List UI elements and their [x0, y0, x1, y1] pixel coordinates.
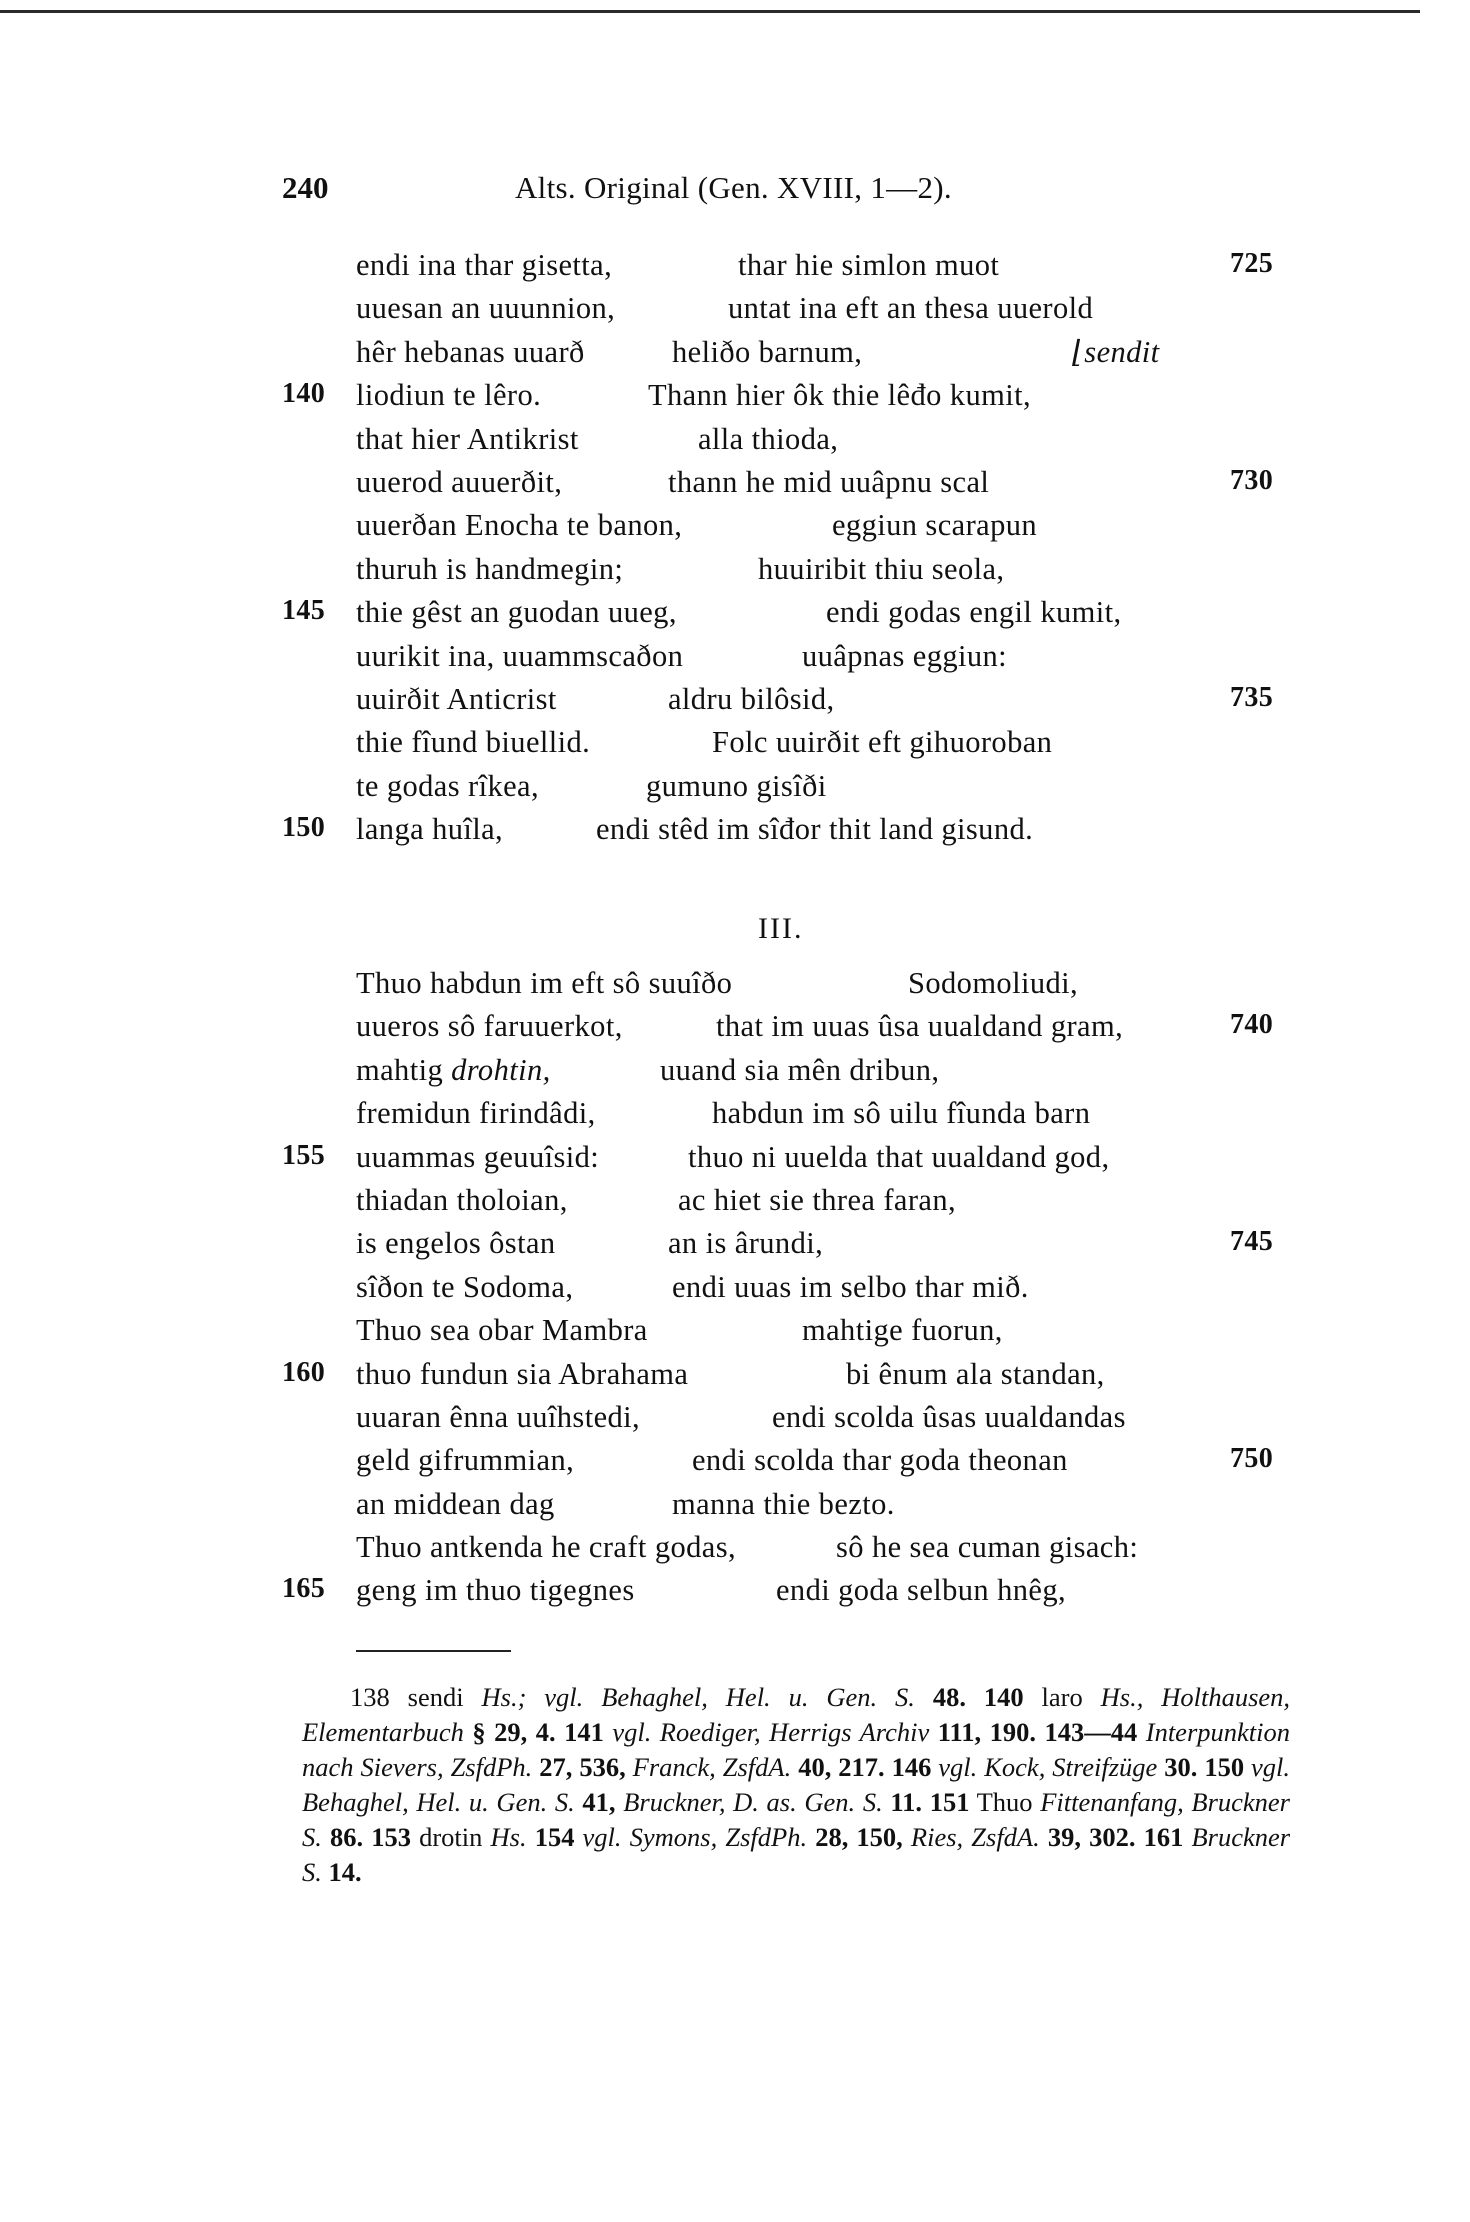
verse-line	[0, 465, 1470, 508]
footnote-number: 154	[534, 1822, 575, 1852]
verse-second-half: heliðo barnum,	[672, 334, 863, 369]
verse-second-half: thar hie simlon muot	[738, 248, 1000, 282]
verse-first-half: Thuo habdun im eft sô suuîðo	[356, 966, 733, 1000]
verse-line	[0, 725, 1470, 768]
verse-second-half: eggiun scarapun	[832, 508, 1038, 543]
verse-first-half: uuaran ênna uuîhstedi,	[356, 1399, 641, 1434]
verse-line	[0, 595, 1470, 638]
line-number-right: 750	[1230, 1443, 1274, 1475]
verse-line	[0, 1530, 1470, 1573]
footnote-italic: vgl. Roediger, Herrigs Archiv	[612, 1717, 930, 1747]
footnote-number: 141	[564, 1717, 604, 1747]
line-number-right: 735	[1230, 681, 1274, 713]
line-number-left: 165	[282, 1573, 326, 1605]
verse-second-half: sô he sea cuman gisach:	[836, 1530, 1139, 1565]
verse-first-half: an middean dag	[356, 1486, 555, 1521]
verse-line	[0, 1573, 1470, 1616]
verse-second-half: aldru bilôsid,	[668, 681, 835, 716]
section-heading: III.	[758, 912, 804, 945]
verse-first-half: hêr hebanas uuarð	[356, 334, 585, 369]
footnote-rule	[356, 1650, 511, 1652]
verse-line	[0, 1226, 1470, 1269]
verse-line	[0, 682, 1470, 725]
verse-line	[0, 1487, 1470, 1530]
verse-first-half: thiadan tholoian,	[356, 1182, 568, 1217]
verse-second-half: mahtige fuorun,	[802, 1313, 1003, 1348]
footnote-italic: Interpunktion nach Sievers, ZsfdPh.	[302, 1717, 1290, 1782]
footnote-italic: Bruckner S.	[302, 1822, 1291, 1887]
verse-second-half: gumuno gisîði	[646, 768, 827, 803]
footnote-bold: 28, 150,	[815, 1822, 903, 1852]
footnote-paragraph	[302, 1680, 1290, 1890]
verse-first-half: endi ina thar gisetta,	[356, 248, 613, 282]
verse-first-half: fremidun firindâdi,	[356, 1096, 596, 1131]
footnote-number: 146	[891, 1752, 932, 1782]
verse-line	[0, 1183, 1470, 1226]
verse-line	[0, 1443, 1470, 1486]
verse-line	[0, 508, 1470, 551]
verse-first-half: Thuo antkenda he craft godas,	[356, 1530, 736, 1565]
footnote-bold: 27, 536,	[539, 1752, 626, 1782]
verse-first-half: uuerðan Enocha te banon,	[356, 508, 683, 543]
page-header	[0, 160, 1470, 210]
footnote-bold: 39, 302.	[1047, 1822, 1136, 1852]
footnote-number: 151	[929, 1787, 970, 1817]
verse-second-half: Sodomoliudi,	[908, 966, 1079, 1000]
footnote-bold: § 29, 4.	[472, 1717, 556, 1747]
verse-first-half: uueros sô faruuerkot,	[356, 1009, 623, 1044]
footnote-text: drotin	[419, 1822, 483, 1852]
footnote-bold: 111, 190.	[937, 1717, 1037, 1747]
verse-second-half: endi scolda thar goda theonan	[692, 1443, 1068, 1478]
verse-line	[0, 291, 1470, 334]
footnotes	[302, 1680, 1290, 1890]
verse-second-half: endi goda selbun hnêg,	[776, 1573, 1067, 1608]
verse-line	[0, 812, 1470, 855]
footnote-bold: 48.	[932, 1682, 966, 1712]
verse-first-half: thie gêst an guodan uueg,	[356, 595, 677, 630]
verse-second-half: thuo ni uuelda that uualdand god,	[688, 1139, 1110, 1174]
top-border-line	[0, 10, 1420, 13]
verse-word: mahtig	[356, 1052, 444, 1087]
footnote-italic: vgl. Kock, Streifzüge	[938, 1752, 1158, 1782]
verse-second-half: thann he mid uuâpnu scal	[668, 464, 990, 499]
verse-line	[0, 1357, 1470, 1400]
verse-first-half: thuo fundun sia Abrahama	[356, 1356, 689, 1391]
verse-line	[0, 335, 1470, 378]
line-number-right: 730	[1230, 464, 1274, 496]
verse-first-half: is engelos ôstan	[356, 1226, 556, 1261]
verse-first-half: uuirðit Anticrist	[356, 681, 557, 716]
footnote-italic: Ries, ZsfdA.	[910, 1822, 1040, 1852]
footnote-bold: 40, 217.	[798, 1752, 885, 1782]
verse-line	[0, 248, 1470, 291]
verse-line	[0, 1140, 1470, 1183]
verse-second-half: alla thioda,	[698, 421, 839, 456]
line-number-right: 745	[1230, 1226, 1274, 1258]
verse-line	[0, 1270, 1470, 1313]
verse-second-half: habdun im sô uilu fîunda barn	[712, 1096, 1091, 1131]
verse-line	[0, 769, 1470, 812]
line-number-left: 150	[282, 812, 326, 844]
verse-second-half: an is ârundi,	[668, 1226, 824, 1261]
verse-second-half: uuand sia mên dribun,	[660, 1052, 940, 1087]
footnote-bold: 14.	[328, 1857, 362, 1887]
footnote-italic: Hs.	[490, 1822, 527, 1852]
footnote-number: 161	[1143, 1822, 1184, 1852]
verse-line	[0, 378, 1470, 421]
verse-first-half: sîðon te Sodoma,	[356, 1269, 574, 1304]
line-number-left: 160	[282, 1356, 326, 1388]
verse-second-half: huuiribit thiu seola,	[758, 551, 1005, 586]
verse-second-half: endi godas engil kumit,	[826, 595, 1122, 630]
verse-line	[0, 966, 1470, 1009]
footnote-text: laro	[1041, 1682, 1083, 1712]
verse-first-half: uuesan an uuunnion,	[356, 291, 616, 326]
verse-line	[0, 1009, 1470, 1052]
verse-second-half: ac hiet sie threa faran,	[678, 1182, 957, 1217]
verse-block-2	[0, 966, 1470, 1617]
line-number-right: 725	[1230, 248, 1274, 279]
verse-first-half: thuruh is handmegin;	[356, 551, 624, 586]
footnote-italic: vgl. Behaghel, Hel. u. Gen. S.	[302, 1752, 1291, 1817]
footnote-italic: Fittenanfang, Bruckner S.	[302, 1787, 1290, 1852]
verse-first-half: thie fîund biuellid.	[356, 725, 591, 760]
verse-line	[0, 1313, 1470, 1356]
verse-second-half: uuâpnas eggiun:	[802, 638, 1008, 673]
line-number-right: 740	[1230, 1009, 1274, 1041]
footnote-italic: Hs., Holthausen, Elementarbuch	[302, 1682, 1291, 1747]
line-number-left: 155	[282, 1139, 326, 1171]
footnote-number: 143—44	[1044, 1717, 1138, 1747]
footnote-number: 153	[371, 1822, 411, 1852]
page-number: 240	[282, 170, 329, 205]
verse-first-half: uuammas geuuîsid:	[356, 1139, 600, 1174]
verse-second-half: Folc uuirðit eft gihuoroban	[712, 725, 1053, 760]
verse-first-half: geld gifrummian,	[356, 1443, 575, 1478]
verse-catchword: ⌊sendit	[1072, 334, 1160, 369]
verse-second-half: that im uuas ûsa uualdand gram,	[716, 1009, 1124, 1044]
footnote-bold: 30.	[1164, 1752, 1198, 1782]
verse-second-half: untat ina eft an thesa uuerold	[728, 291, 1094, 326]
verse-second-half: bi ênum ala standan,	[846, 1356, 1105, 1391]
verse-second-half: endi stêd im sîđor thit land gisund.	[596, 812, 1034, 847]
verse-first-half: geng im thuo tigegnes	[356, 1573, 635, 1608]
verse-first-half: te godas rîkea,	[356, 768, 539, 803]
verse-line	[0, 552, 1470, 595]
verse-first-half: langa huîla,	[356, 812, 504, 847]
verse-line	[0, 1053, 1470, 1096]
footnote-bold: 86.	[329, 1822, 364, 1852]
verse-first-half: Thuo sea obar Mambra	[356, 1313, 648, 1348]
verse-second-half: endi scolda ûsas uualdandas	[772, 1399, 1126, 1434]
verse-line	[0, 639, 1470, 682]
verse-first-half: that hier Antikrist	[356, 421, 579, 456]
footnote-number: 140	[983, 1682, 1024, 1712]
verse-block-1	[0, 248, 1470, 855]
running-title: Alts. Original (Gen. XVIII, 1—2).	[515, 170, 952, 205]
footnote-text: Thuo	[976, 1787, 1033, 1817]
verse-first-half: uurikit ina, uuammscaðon	[356, 638, 684, 673]
verse-line	[0, 1400, 1470, 1443]
verse-first-half: liodiun te lêro.	[356, 378, 542, 413]
verse-second-half: endi uuas im selbo thar mið.	[672, 1269, 1029, 1304]
footnote-italic: Bruckner, D. as. Gen. S.	[623, 1787, 883, 1817]
verse-first-half	[356, 1053, 551, 1088]
footnote-text: 138 sendi	[350, 1682, 464, 1712]
line-number-left: 140	[282, 378, 326, 410]
footnote-italic: Franck, ZsfdA.	[632, 1752, 792, 1782]
footnote-bold: 41,	[582, 1787, 616, 1817]
verse-line	[0, 1096, 1470, 1139]
line-number-left: 145	[282, 595, 326, 627]
footnote-italic: vgl. Symons, ZsfdPh.	[582, 1822, 808, 1852]
footnote-number: 150	[1204, 1752, 1245, 1782]
verse-first-half: uuerod auuerðit,	[356, 464, 563, 499]
verse-second-half: manna thie bezto.	[672, 1486, 895, 1521]
verse-italic-word: drohtin,	[451, 1052, 551, 1087]
footnote-italic: Hs.; vgl. Behaghel, Hel. u. Gen. S.	[481, 1682, 915, 1712]
footnote-bold: 11.	[890, 1787, 923, 1817]
verse-line	[0, 422, 1470, 465]
verse-second-half: Thann hier ôk thie lêđo kumit,	[648, 378, 1032, 413]
